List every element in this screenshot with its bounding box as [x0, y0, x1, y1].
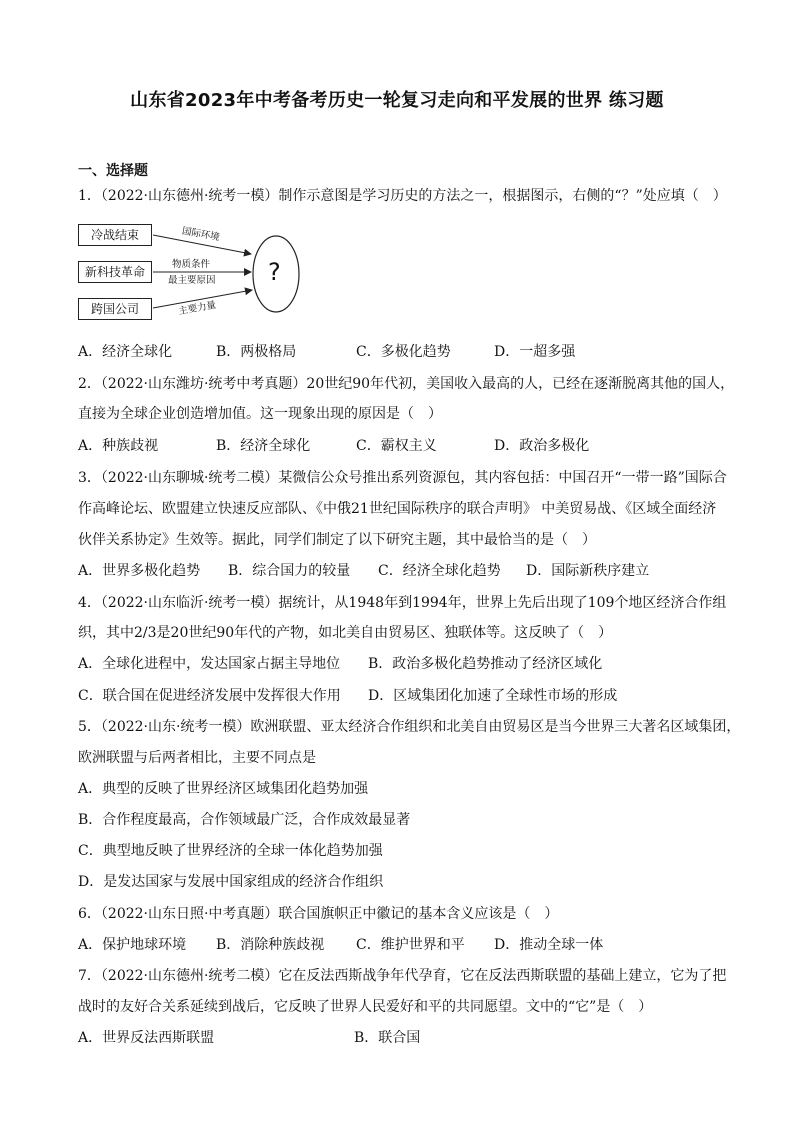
q2-option-d: D．政治多极化: [494, 438, 590, 454]
q3-option-d: D．国际新秩序建立: [526, 563, 650, 579]
q3-line-3: 伙伴关系协定》生效等。据此，同学们制定了以下研究主题，其中最恰当的是（ ）: [78, 532, 596, 548]
q1-line-1: 1．（2022·山东德州·统考一模）制作示意图是学习历史的方法之一，根据图示，右侧的“？”处应填（ ）: [78, 188, 727, 204]
target-question-mark: ?: [268, 258, 281, 286]
q7-options: [78, 1028, 738, 1048]
q2-line-1: 2．（2022·山东潍坊·统考中考真题）20世纪90年代初，美国收入最高的人，已经在逐渐脱离其他的国人，: [78, 376, 735, 392]
q4-line-2: 织，其中2/3是20世纪90年代的产物，如北美自由贸易区、独联体等。这反映了（ ）: [78, 625, 613, 641]
q5-line-1: 5．（2022·山东·统考一模）欧洲联盟、亚太经济合作组织和北美自由贸易区是当今世界三大著名区域集团，: [78, 719, 741, 735]
q1-option-a: A．经济全球化: [78, 344, 173, 360]
q3-option-c: C．经济全球化趋势: [378, 563, 501, 579]
q3-line-2: 作高峰论坛、欧盟建立快速反应部队、《中俄21世纪国际秩序的联合声明》 中美贸易战、《区域全面经济: [78, 501, 717, 517]
q6-options: [78, 935, 738, 955]
q6-line-1: 6．（2022·山东日照·中考真题）联合国旗帜正中徽记的基本含义应该是（ ）: [78, 906, 559, 922]
q2-option-b: B．经济全球化: [216, 438, 311, 454]
q5-option-b: B．合作程度最高，合作领域最广泛，合作成效最显著: [78, 812, 411, 828]
q2-option-c: C．霸权主义: [356, 438, 437, 454]
diagram-box-tech-revolution: 新科技革命: [78, 261, 152, 283]
diagram-box-multinationals: 跨国公司: [78, 298, 152, 320]
q4-option-b: B．政治多极化趋势推动了经济区域化: [368, 656, 603, 672]
q4-option-d: D．区域集团化加速了全球性市场的形成: [368, 688, 618, 704]
q4-line-1: 4．（2022·山东临沂·统考一模）据统计，从1948年到1994年，世界上先后出现了109个地区经济合作组: [78, 595, 727, 611]
page-title: 山东省2023年中考备考历史一轮复习走向和平发展的世界 练习题: [130, 90, 664, 111]
q5-option-c: C．典型地反映了世界经济的全球一体化趋势加强: [78, 843, 383, 859]
q7-line-1: 7．（2022·山东德州·统考二模）它在反法西斯战争年代孕育，它在反法西斯联盟的基础上建立，它为了把: [78, 968, 727, 984]
q1-option-c: C．多极化趋势: [356, 344, 451, 360]
q7-option-b: B．联合国: [354, 1030, 421, 1046]
arrow-label-main-force: 主要力量: [177, 299, 217, 318]
q4-option-a: A．全球化进程中，发达国家占据主导地位: [78, 656, 341, 672]
q4-options-row-1: [78, 654, 738, 674]
q7-line-2: 战时的友好合关系延续到战后，它反映了世界人民爱好和平的共同愿望。文中的“它”是（ ）: [78, 999, 653, 1015]
q7-option-a: A．世界反法西斯联盟: [78, 1030, 215, 1046]
q5-option-d: D．是发达国家与发展中国家组成的经济合作组织: [78, 874, 384, 890]
q3-option-a: A．世界多极化趋势: [78, 563, 201, 579]
q1-option-d: D．一超多强: [494, 344, 576, 360]
q2-line-2: 直接为全球企业创造增加值。这一现象出现的原因是（ ）: [78, 406, 442, 422]
arrow-label-environment: 国际环境: [181, 225, 221, 244]
q6-option-b: B．消除种族歧视: [216, 937, 325, 953]
q1-diagram: [78, 220, 318, 328]
q4-options-row-2: [78, 686, 738, 706]
q2-options: [78, 436, 738, 456]
q3-line-1: 3．（2022·山东聊城·统考二模）某微信公众号推出系列资源包，其内容包括：中国召开“一带一路”国际合: [78, 470, 727, 486]
q5-option-a: A．典型的反映了世界经济区域集团化趋势加强: [78, 781, 369, 797]
q3-option-b: B．综合国力的较量: [228, 563, 351, 579]
arrow-label-main-cause: 最主要原因: [168, 275, 216, 286]
q6-option-a: A．保护地球环境: [78, 937, 187, 953]
q1-options: [78, 342, 738, 362]
q3-options: [78, 561, 738, 581]
q1-option-b: B．两极格局: [216, 344, 297, 360]
diagram-box-cold-war: 冷战结束: [78, 224, 152, 246]
q6-option-d: D．推动全球一体: [494, 937, 604, 953]
q2-option-a: A．种族歧视: [78, 438, 159, 454]
arrow-label-material: 物质条件: [172, 259, 211, 270]
section-heading: 一、选择题: [78, 163, 148, 179]
q4-option-c: C．联合国在促进经济发展中发挥很大作用: [78, 688, 341, 704]
q6-option-c: C．维护世界和平: [356, 937, 465, 953]
q5-line-2: 欧洲联盟与后两者相比，主要不同点是: [78, 750, 316, 766]
